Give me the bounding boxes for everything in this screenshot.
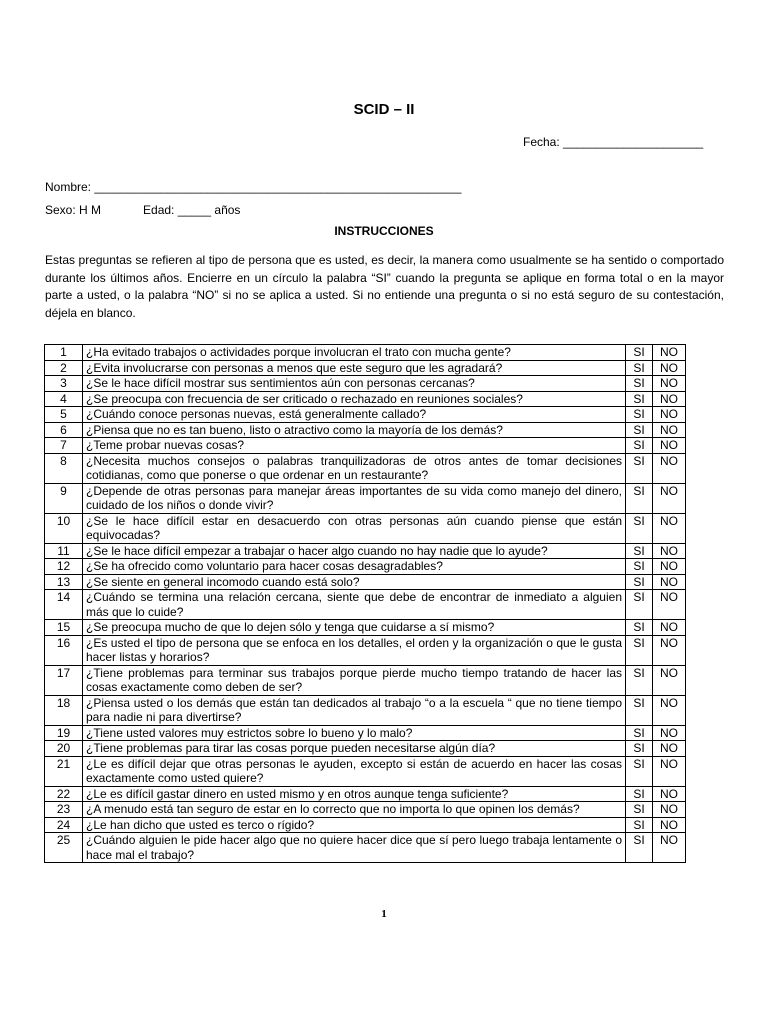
answer-si[interactable]: SI (626, 695, 653, 725)
question-number: 7 (45, 438, 83, 454)
answer-si[interactable]: SI (626, 574, 653, 590)
question-number: 21 (45, 756, 83, 786)
question-number: 12 (45, 559, 83, 575)
answer-si[interactable]: SI (626, 665, 653, 695)
question-text: ¿Se le hace difícil estar en desacuerdo con otras personas aún cuando piense que están equivocadas? (83, 513, 626, 543)
question-number: 3 (45, 376, 83, 392)
question-row (45, 543, 686, 559)
answer-si[interactable]: SI (626, 817, 653, 833)
edad-field[interactable]: Edad: _____ años (143, 203, 241, 217)
question-number: 22 (45, 786, 83, 802)
questions-table-body (45, 345, 686, 863)
answer-no[interactable]: NO (653, 635, 686, 665)
answer-si[interactable]: SI (626, 802, 653, 818)
question-row (45, 620, 686, 636)
sexo-field[interactable]: Sexo: H M (45, 203, 102, 217)
answer-si[interactable]: SI (626, 422, 653, 438)
answer-si[interactable]: SI (626, 590, 653, 620)
answer-si[interactable]: SI (626, 543, 653, 559)
page-title: SCID – II (353, 101, 415, 118)
nombre-field[interactable]: Nombre: _______________________________________________________ (45, 180, 462, 194)
question-text: ¿Le es difícil dejar que otras personas le ayuden, excepto si están de acuerdo en hacer las cosas exactamente como usted quiere? (83, 756, 626, 786)
answer-no[interactable]: NO (653, 453, 686, 483)
question-text: ¿Teme probar nuevas cosas? (83, 438, 626, 454)
answer-no[interactable]: NO (653, 376, 686, 392)
question-row (45, 513, 686, 543)
answer-si[interactable]: SI (626, 786, 653, 802)
question-row (45, 635, 686, 665)
question-row (45, 559, 686, 575)
question-text: ¿Se ha ofrecido como voluntario para hacer cosas desagradables? (83, 559, 626, 575)
question-number: 2 (45, 360, 83, 376)
question-number: 4 (45, 391, 83, 407)
question-row (45, 802, 686, 818)
question-row (45, 391, 686, 407)
answer-no[interactable]: NO (653, 695, 686, 725)
instructions-heading: INSTRUCCIONES (334, 224, 434, 238)
answer-no[interactable]: NO (653, 665, 686, 695)
question-number: 15 (45, 620, 83, 636)
question-number: 9 (45, 483, 83, 513)
question-text: ¿Piensa que no es tan bueno, listo o atractivo como la mayoría de los demás? (83, 422, 626, 438)
question-row (45, 665, 686, 695)
question-text: ¿Cuándo conoce personas nuevas, está generalmente callado? (83, 407, 626, 423)
question-row (45, 483, 686, 513)
question-number: 24 (45, 817, 83, 833)
question-number: 1 (45, 345, 83, 361)
answer-si[interactable]: SI (626, 483, 653, 513)
answer-si[interactable]: SI (626, 756, 653, 786)
question-text: ¿Tiene problemas para tirar las cosas porque pueden necesitarse algún día? (83, 741, 626, 757)
question-text: ¿Piensa usted o los demás que están tan dedicados al trabajo “o a la escuela “ que no tiene tiempo para nadie ni para divertirse? (83, 695, 626, 725)
question-text: ¿Cuándo alguien le pide hacer algo que no quiere hacer dice que sí pero luego trabaja lentamente o hace mal el trabajo? (83, 833, 626, 863)
answer-no[interactable]: NO (653, 817, 686, 833)
question-row (45, 438, 686, 454)
question-row (45, 741, 686, 757)
question-text: ¿Se le hace difícil mostrar sus sentimientos aún con personas cercanas? (83, 376, 626, 392)
sexo-edad-line (45, 203, 240, 217)
answer-si[interactable]: SI (626, 741, 653, 757)
question-text: ¿Se preocupa con frecuencia de ser criticado o rechazado en reuniones sociales? (83, 391, 626, 407)
question-text: ¿Cuándo se termina una relación cercana, siente que debe de encontrar de inmediato a alguien más que lo cuide? (83, 590, 626, 620)
answer-no[interactable]: NO (653, 756, 686, 786)
question-row (45, 590, 686, 620)
question-text: ¿Tiene usted valores muy estrictos sobre lo bueno y lo malo? (83, 725, 626, 741)
question-text: ¿Es usted el tipo de persona que se enfoca en los detalles, el orden y la organización o que le gusta hacer listas y horarios? (83, 635, 626, 665)
question-number: 18 (45, 695, 83, 725)
question-text: ¿Depende de otras personas para manejar áreas importantes de su vida como manejo del dinero, cuidado de los niños o donde vivir? (83, 483, 626, 513)
answer-si[interactable]: SI (626, 407, 653, 423)
question-number: 8 (45, 453, 83, 483)
question-text: ¿Evita involucrarse con personas a menos que este seguro que les agradará? (83, 360, 626, 376)
answer-si[interactable]: SI (626, 620, 653, 636)
question-number: 5 (45, 407, 83, 423)
question-number: 17 (45, 665, 83, 695)
question-text: ¿Ha evitado trabajos o actividades porque involucran el trato con mucha gente? (83, 345, 626, 361)
question-number: 16 (45, 635, 83, 665)
answer-si[interactable]: SI (626, 725, 653, 741)
question-row (45, 833, 686, 863)
question-row (45, 786, 686, 802)
question-number: 10 (45, 513, 83, 543)
answer-no[interactable]: NO (653, 802, 686, 818)
answer-no[interactable]: NO (653, 559, 686, 575)
answer-si[interactable]: SI (626, 513, 653, 543)
question-number: 25 (45, 833, 83, 863)
questions-table (44, 344, 686, 863)
question-text: ¿Le es difícil gastar dinero en usted mismo y en otros aunque tenga suficiente? (83, 786, 626, 802)
answer-no[interactable]: NO (653, 391, 686, 407)
answer-no[interactable]: NO (653, 422, 686, 438)
question-row (45, 695, 686, 725)
question-text: ¿Se preocupa mucho de que lo dejen sólo y tenga que cuidarse a sí mismo? (83, 620, 626, 636)
question-row (45, 756, 686, 786)
answer-si[interactable]: SI (626, 833, 653, 863)
answer-si[interactable]: SI (626, 360, 653, 376)
answer-no[interactable]: NO (653, 741, 686, 757)
question-row (45, 376, 686, 392)
answer-no[interactable]: NO (653, 725, 686, 741)
fecha-field[interactable]: Fecha: _____________________ (523, 135, 704, 149)
answer-no[interactable]: NO (653, 574, 686, 590)
answer-si[interactable]: SI (626, 438, 653, 454)
answer-no[interactable]: NO (653, 483, 686, 513)
answer-no[interactable]: NO (653, 407, 686, 423)
question-text: ¿Se le hace difícil empezar a trabajar o hacer algo cuando no hay nadie que lo ayude? (83, 543, 626, 559)
answer-no[interactable]: NO (653, 345, 686, 361)
answer-si[interactable]: SI (626, 345, 653, 361)
question-number: 11 (45, 543, 83, 559)
question-row (45, 345, 686, 361)
answer-no[interactable]: NO (653, 543, 686, 559)
question-number: 23 (45, 802, 83, 818)
answer-no[interactable]: NO (653, 833, 686, 863)
question-text: ¿Necesita muchos consejos o palabras tranquilizadoras de otros antes de tomar decisiones cotidianas, como que ponerse o que ordenar en un restaurante? (83, 453, 626, 483)
question-text: ¿Le han dicho que usted es terco o rígido? (83, 817, 626, 833)
question-text: ¿Tiene problemas para terminar sus trabajos porque pierde mucho tiempo tratando de hacer las cosas exactamente como deben de ser? (83, 665, 626, 695)
answer-si[interactable]: SI (626, 635, 653, 665)
question-row (45, 453, 686, 483)
answer-no[interactable]: NO (653, 360, 686, 376)
question-row (45, 574, 686, 590)
question-row (45, 422, 686, 438)
question-number: 13 (45, 574, 83, 590)
answer-no[interactable]: NO (653, 786, 686, 802)
question-text: ¿A menudo está tan seguro de estar en lo correcto que no importa lo que opinen los demás? (83, 802, 626, 818)
answer-si[interactable]: SI (626, 391, 653, 407)
answer-no[interactable]: NO (653, 438, 686, 454)
answer-no[interactable]: NO (653, 590, 686, 620)
question-number: 14 (45, 590, 83, 620)
question-row (45, 725, 686, 741)
answer-si[interactable]: SI (626, 376, 653, 392)
answer-no[interactable]: NO (653, 513, 686, 543)
question-number: 19 (45, 725, 83, 741)
question-number: 20 (45, 741, 83, 757)
question-row (45, 407, 686, 423)
question-row (45, 360, 686, 376)
question-row (45, 817, 686, 833)
answer-si[interactable]: SI (626, 559, 653, 575)
page-number: 1 (381, 908, 387, 920)
answer-si[interactable]: SI (626, 453, 653, 483)
question-number: 6 (45, 422, 83, 438)
instructions-text: Estas preguntas se refieren al tipo de persona que es usted, es decir, la manera como usualmente se ha sentido o comportado durante los últimos años. Encierre en un círculo la palabra “SI” cuando la pregunta se aplique en forma total o en la mayor parte a usted, o la palabra “NO” si no se aplica a usted. Si no entiende una pregunta o si no está seguro de su contestación, déjela en blanco. (45, 253, 724, 320)
question-text: ¿Se siente en general incomodo cuando está solo? (83, 574, 626, 590)
answer-no[interactable]: NO (653, 620, 686, 636)
